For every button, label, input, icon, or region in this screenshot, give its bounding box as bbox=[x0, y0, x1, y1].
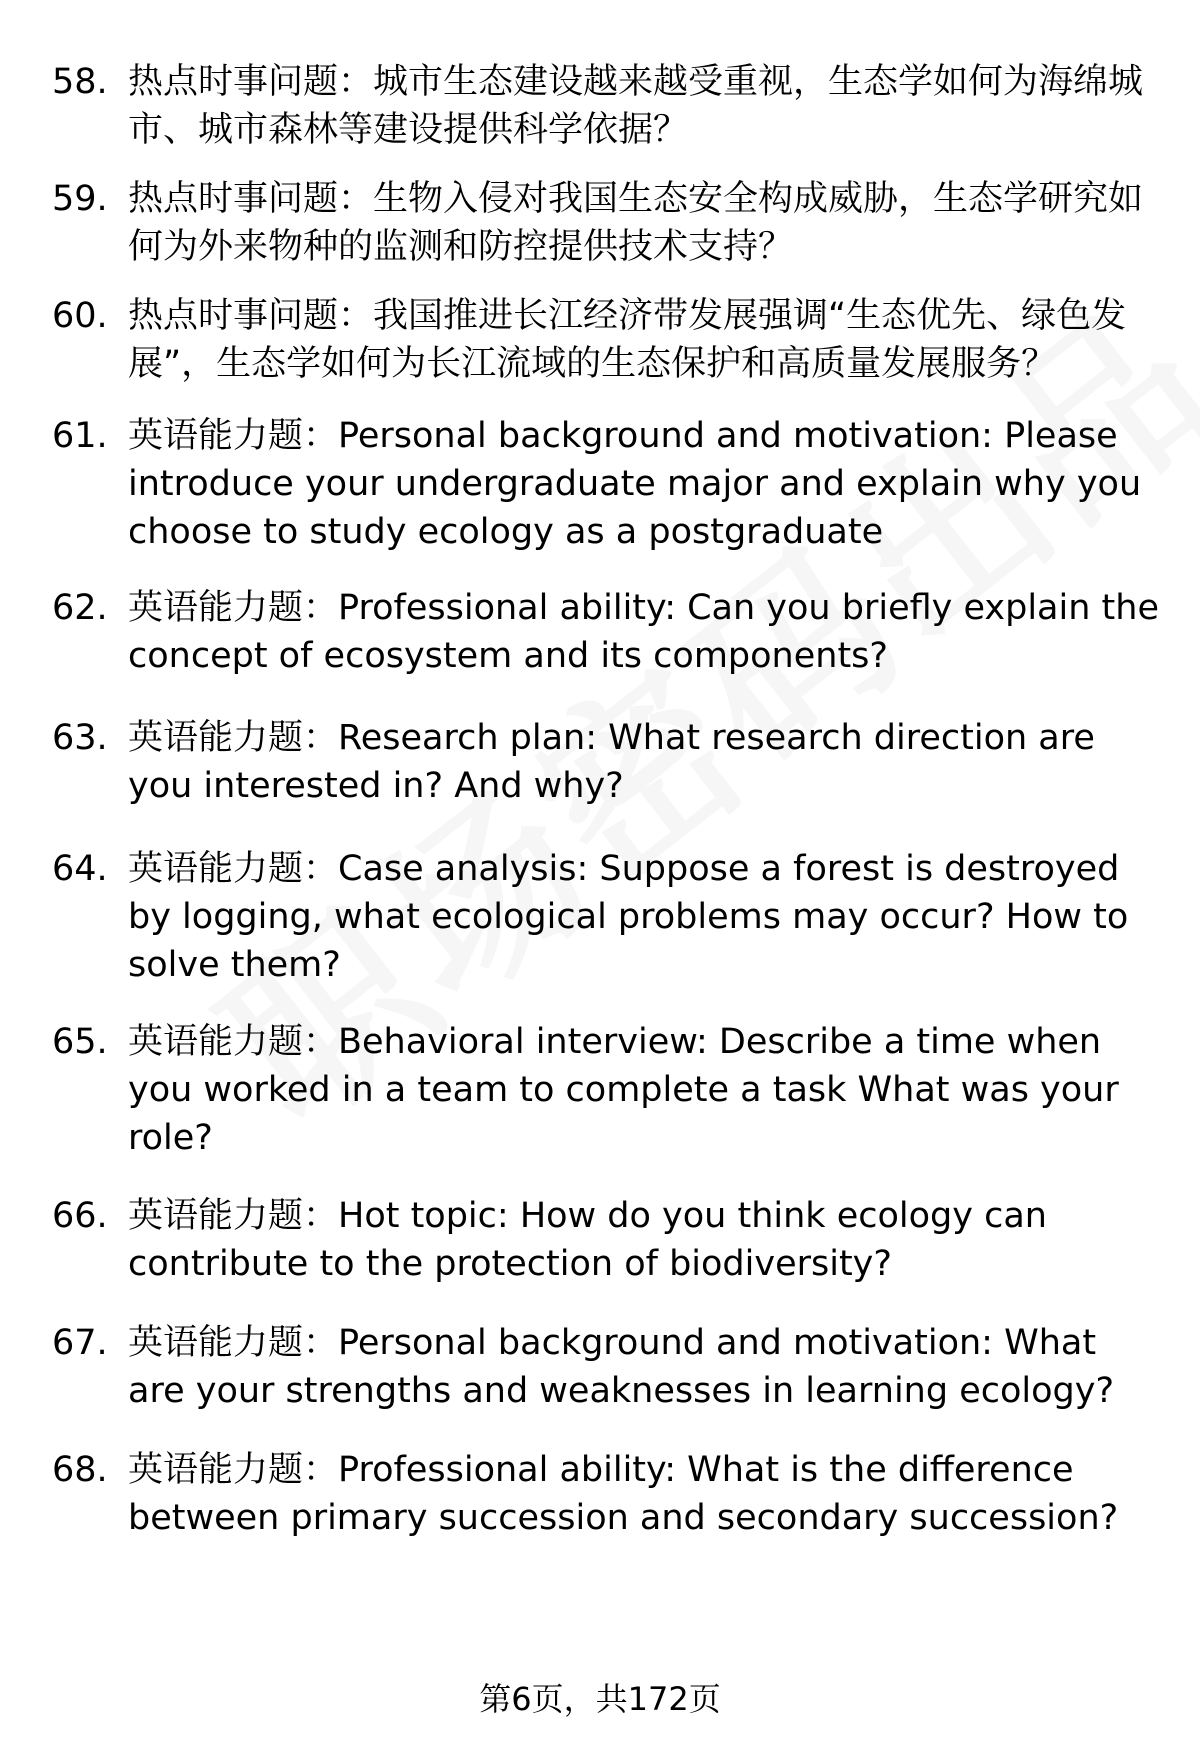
page-footer: 第6页，共172页 bbox=[479, 1680, 721, 1718]
question-text: 英语能力题：Personal background and motivation: Please introduce your undergraduate major and explain why you choose to study ecology as a postgraduate bbox=[128, 416, 1142, 552]
question-number: 61. bbox=[52, 416, 108, 456]
question-text: 热点时事问题：我国推进长江经济带发展强调“生态优先、绿色发展”，生态学如何为长江流域的生态保护和高质量发展服务？ bbox=[128, 296, 1127, 384]
question-number: 59. bbox=[52, 179, 108, 219]
question-item bbox=[52, 175, 1162, 271]
question-text: 英语能力题：Professional ability: Can you briefly explain the concept of ecosystem and its components? bbox=[128, 588, 1159, 676]
question-number: 64. bbox=[52, 849, 108, 889]
question-text: 英语能力题：Personal background and motivation: What are your strengths and weaknesses in learning ecology? bbox=[128, 1323, 1115, 1411]
question-number: 68. bbox=[52, 1450, 108, 1490]
question-text: 热点时事问题：生物入侵对我国生态安全构成威胁，生态学研究如何为外来物种的监测和防控提供技术支持？ bbox=[128, 179, 1144, 267]
question-text: 英语能力题：Research plan: What research direction are you interested in? And why? bbox=[128, 718, 1095, 806]
question-number: 63. bbox=[52, 718, 108, 758]
question-number: 65. bbox=[52, 1022, 108, 1062]
question-text: 热点时事问题：城市生态建设越来越受重视，生态学如何为海绵城市、城市森林等建设提供科学依据？ bbox=[128, 62, 1144, 150]
question-number: 66. bbox=[52, 1196, 108, 1236]
question-item bbox=[52, 1319, 1162, 1415]
question-list bbox=[52, 58, 1162, 1542]
question-number: 60. bbox=[52, 296, 108, 336]
question-item bbox=[52, 292, 1162, 388]
question-text: 英语能力题：Case analysis: Suppose a forest is destroyed by logging, what ecological problems may occur? How to solve them? bbox=[128, 849, 1129, 985]
question-item bbox=[52, 714, 1162, 810]
question-number: 58. bbox=[52, 62, 108, 102]
question-text: 英语能力题：Professional ability: What is the difference between primary succession and secondary succession? bbox=[128, 1450, 1119, 1538]
question-text: 英语能力题：Hot topic: How do you think ecology can contribute to the protection of biodiversity? bbox=[128, 1196, 1047, 1284]
question-number: 62. bbox=[52, 588, 108, 628]
question-number: 67. bbox=[52, 1323, 108, 1363]
question-item bbox=[52, 1446, 1162, 1542]
question-item bbox=[52, 1192, 1162, 1288]
question-item bbox=[52, 58, 1162, 154]
question-item bbox=[52, 584, 1162, 680]
question-item bbox=[52, 1018, 1162, 1162]
question-item bbox=[52, 845, 1162, 989]
question-item bbox=[52, 412, 1162, 556]
question-text: 英语能力题：Behavioral interview: Describe a time when you worked in a team to complete a task What was your role? bbox=[128, 1022, 1119, 1158]
